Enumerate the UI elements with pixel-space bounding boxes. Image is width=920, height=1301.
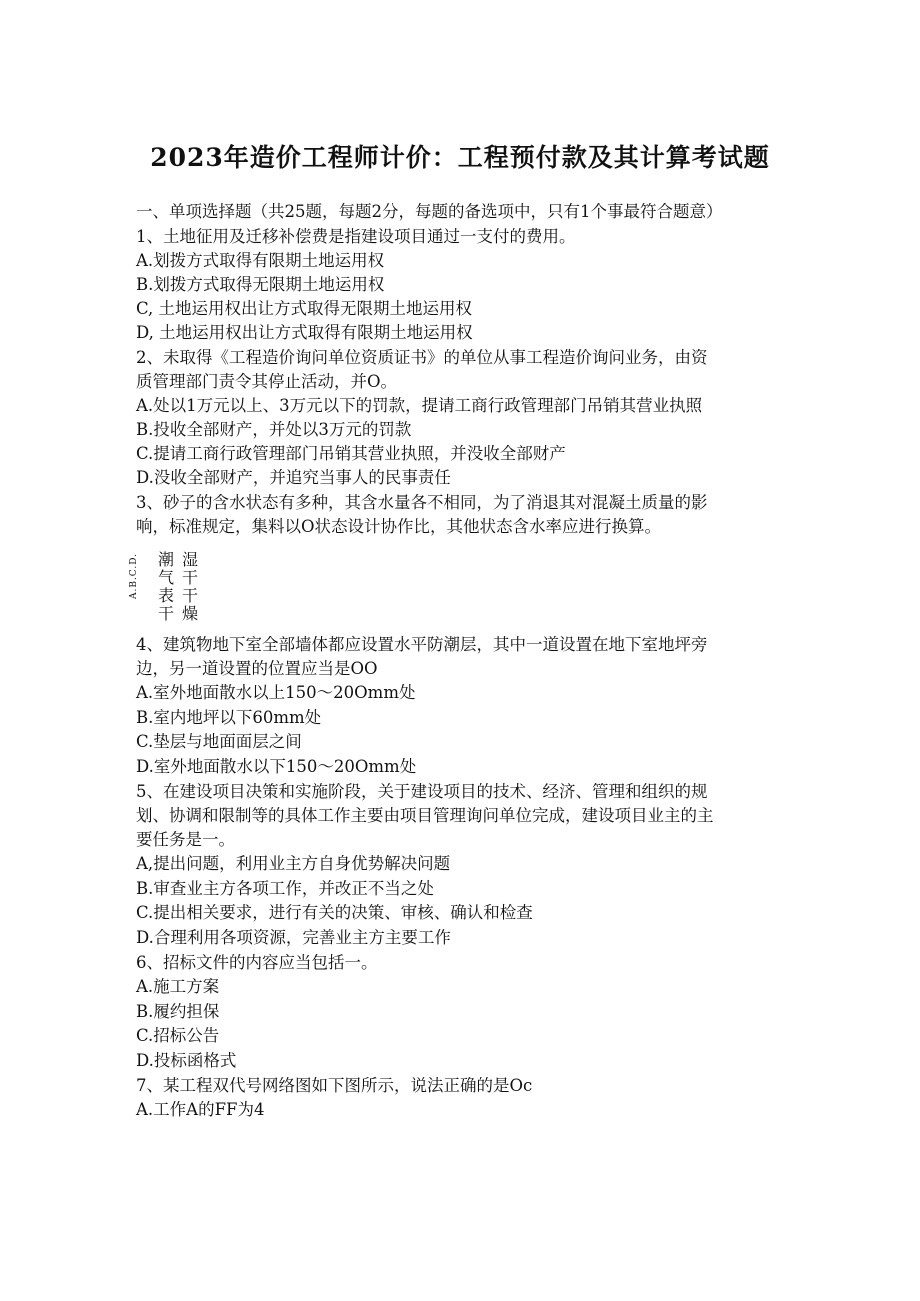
question-1-stem: 1、土地征用及迁移补偿费是指建设项目通过一支付的费用。 [136, 227, 576, 246]
question-4-option-b: B.室内地坪以下60mm处 [136, 707, 322, 727]
question-1-option-a: A.划拨方式取得有限期土地运用权 [136, 251, 385, 270]
question-list [129, 200, 796, 1122]
question-2-stem-line-2: 质管理部门责令其停止活动，并O。 [136, 372, 398, 391]
question-3-char: 湿 [182, 550, 199, 569]
question-4-stem-line-1: 4、建筑物地下室全部墙体都应设置水平防潮层，其中一道设置在地下室地坪旁 [136, 635, 708, 654]
question-3-stem-line-2: 响，标准规定，集料以O状态设计协作比，其他状态含水率应进行换算。 [136, 517, 662, 536]
question-4-stem-line-2: 边，另一道设置的位置应当是OO [136, 659, 378, 678]
question-3-options-col-2 [182, 551, 198, 623]
question-5-option-d: D.合理利用各项资源，完善业主方主要工作 [136, 927, 451, 947]
question-3-char: 燥 [182, 604, 199, 623]
question-3-char: 潮 [158, 550, 175, 569]
question-3-char: 气 [158, 568, 175, 587]
question-5-stem-line-3: 要任务是一。 [136, 830, 235, 849]
question-3-options [129, 550, 796, 625]
question-3-char: 干 [158, 604, 175, 623]
question-2-option-c: C.提请工商行政管理部门吊销其营业执照，并没收全部财产 [136, 444, 566, 463]
question-5-option-b: B.审查业主方各项工作，并改正不当之处 [136, 878, 434, 898]
question-2-stem-line-1: 2、未取得《工程造价询问单位资质证书》的单位从事工程造价询问业务，由资 [136, 348, 708, 367]
question-5-option-c: C.提出相关要求，进行有关的决策、审核、确认和检查 [136, 903, 533, 922]
question-3-options-col-1 [158, 551, 174, 623]
question-5-option-a: A,提出问题，利用业主方自身优势解决问题 [136, 854, 451, 873]
question-1-option-c: C, 土地运用权出让方式取得无限期土地运用权 [136, 299, 473, 318]
question-6-option-d: D.投标函格式 [136, 1050, 237, 1070]
question-4-option-c: C.垫层与地面面层之间 [136, 732, 302, 751]
question-4-option-d: D.室外地面散水以下150～20Omm处 [136, 756, 417, 776]
question-2-option-b: B.投收全部财产，并处以3万元的罚款 [136, 420, 412, 439]
question-1-option-b: B.划拨方式取得无限期土地运用权 [136, 275, 385, 294]
question-2-option-d: D.没收全部财产，并追究当事人的民事责任 [136, 468, 451, 487]
question-5-stem-line-2: 划、协调和限制等的具体工作主要由项目管理询问单位完成，建设项目业主的主 [136, 806, 714, 825]
question-5-stem-line-1: 5、在建设项目决策和实施阶段，关于建设项目的技术、经济、管理和组织的规 [136, 782, 708, 801]
question-3-char: 表 [158, 586, 175, 605]
question-3-stem-line-1: 3、砂子的含水状态有多种，其含水量各不相同，为了消退其对混凝土质量的影 [136, 493, 708, 512]
question-6-stem: 6、招标文件的内容应当包括一。 [136, 953, 378, 972]
question-3-char: 干 [182, 568, 199, 587]
question-1-option-d: D, 土地运用权出让方式取得有限期土地运用权 [136, 323, 473, 342]
question-3-option-letters: A.B.C.D. [129, 553, 139, 600]
question-4-option-a: A.室外地面散水以上150～20Omm处 [136, 683, 416, 702]
question-6-option-b: B.履约担保 [136, 1001, 220, 1021]
question-7-stem: 7、某工程双代号网络图如下图所示，说法正确的是Oc [136, 1076, 533, 1095]
question-7-option-a: A.工作A的FF为4 [136, 1100, 265, 1119]
page-title: 2023年造价工程师计价：工程预付款及其计算考试题 [150, 143, 770, 172]
section-heading: 一、单项选择题（共25题，每题2分，每题的备选项中，只有1个事最符合题意） [136, 202, 723, 221]
question-2-option-a: A.处以1万元以上、3万元以下的罚款，提请工商行政管理部门吊销其营业执照 [136, 396, 703, 415]
question-6-option-a: A.施工方案 [136, 977, 220, 996]
question-6-option-c: C.招标公告 [136, 1026, 220, 1045]
question-3-char: 干 [182, 586, 199, 605]
